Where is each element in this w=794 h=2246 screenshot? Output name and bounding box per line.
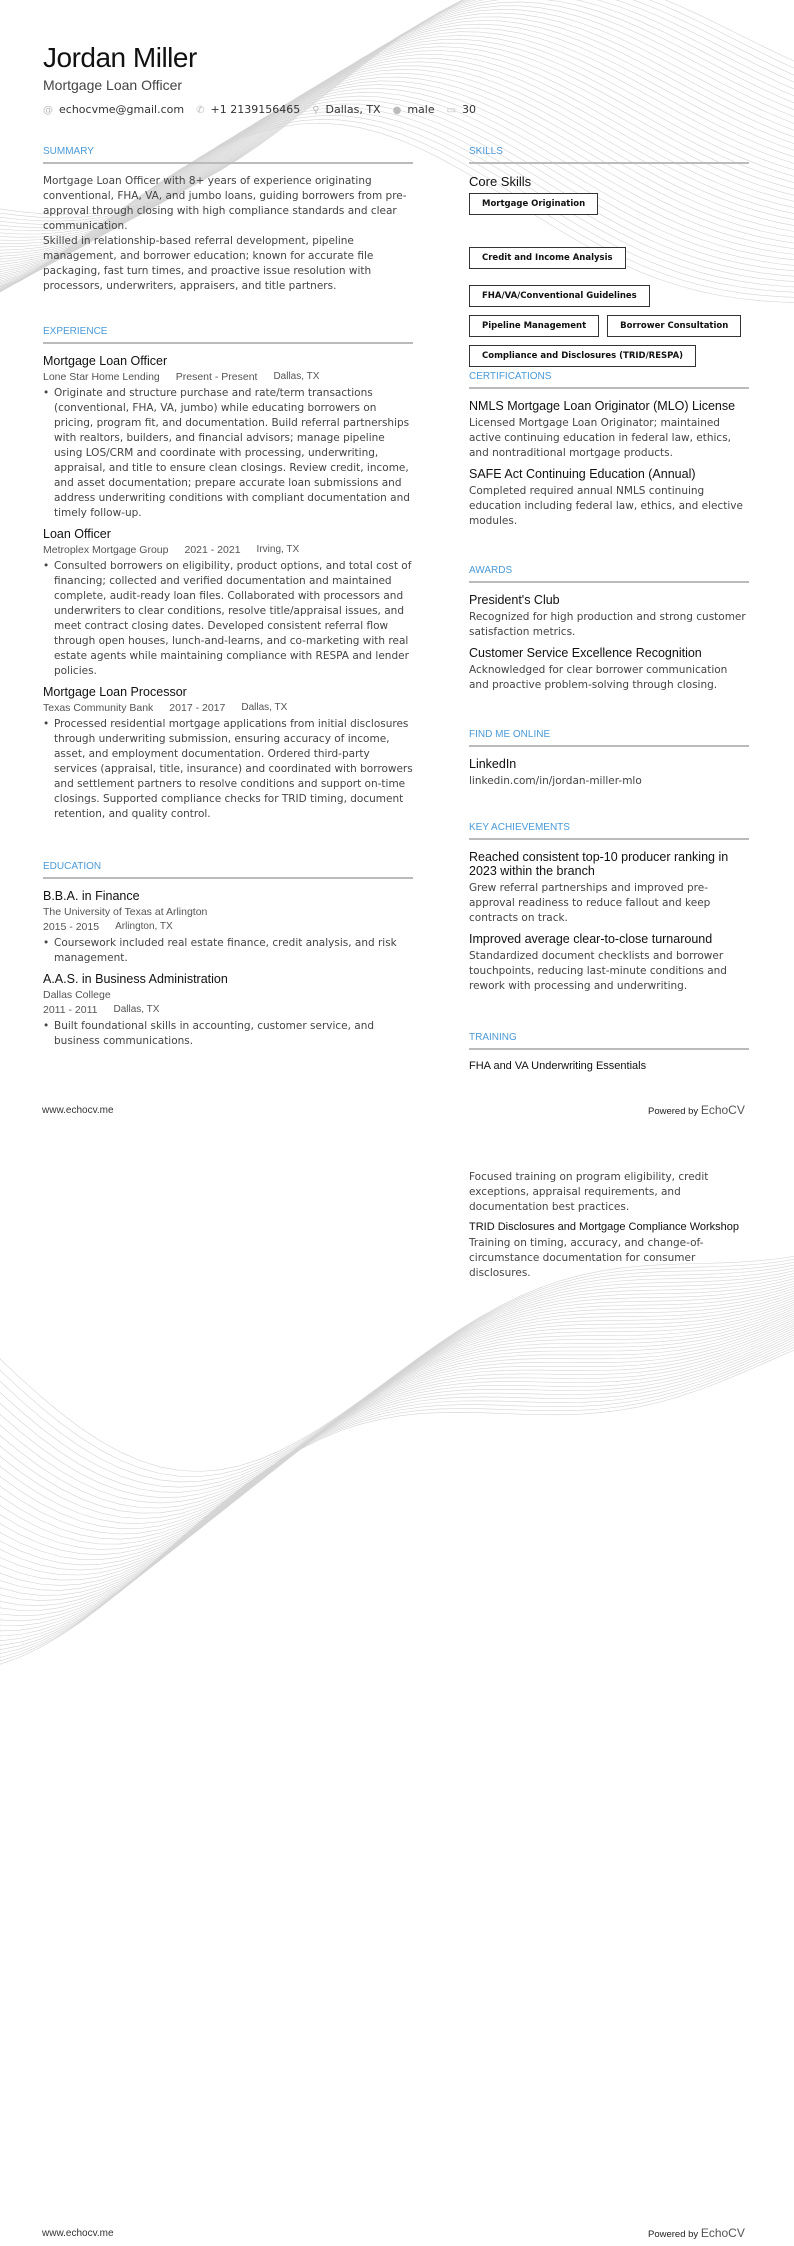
achievements-section bbox=[469, 822, 749, 1000]
wave-line bbox=[0, 1313, 794, 1621]
skill-tag: Credit and Income Analysis bbox=[469, 247, 626, 269]
certification-item-desc: Licensed Mortgage Loan Originator; maintained active continuing education in federal law, ethics, and nontraditional mortgage products. bbox=[469, 417, 732, 459]
certification-item-title: SAFE Act Continuing Education (Annual) bbox=[469, 467, 696, 481]
email-icon: @ bbox=[43, 105, 53, 116]
company-name: Metroplex Mortgage Group bbox=[43, 544, 169, 556]
awards-section bbox=[469, 565, 749, 699]
training-title: FHA and VA Underwriting Essentials bbox=[469, 1060, 647, 1072]
company-name: Lone Star Home Lending bbox=[43, 371, 160, 383]
achievement-item-title: Improved average clear-to-close turnaround bbox=[469, 932, 713, 946]
job-dates: 2021 - 2021 bbox=[184, 544, 241, 556]
brand-logo: EchoCV bbox=[700, 2226, 745, 2240]
award-item bbox=[469, 646, 749, 693]
wave-line bbox=[0, 1291, 794, 1565]
education-meta bbox=[43, 1004, 413, 1016]
school-name: Dallas College bbox=[43, 989, 111, 1001]
wave-line bbox=[0, 1299, 794, 1585]
experience-entry bbox=[43, 354, 413, 521]
job-dates: Present - Present bbox=[175, 371, 258, 383]
education-dates: 2011 - 2011 bbox=[43, 1004, 98, 1016]
training-section bbox=[469, 1032, 749, 1075]
section-heading: KEY ACHIEVEMENTS bbox=[469, 822, 749, 840]
education-entry bbox=[43, 889, 413, 966]
wave-line bbox=[0, 1287, 794, 1554]
wave-line bbox=[0, 1256, 794, 1482]
bullet-item: • Built foundational skills in accounting, customer service, and business communications. bbox=[43, 1019, 413, 1049]
summary-section bbox=[43, 146, 413, 294]
summary-paragraph: Mortgage Loan Officer with 8+ years of experience originating conventional, FHA, VA, and jumbo loans, guiding borrowers from pre-approval through closing with high compliance standards and clear communication. bbox=[43, 175, 407, 232]
skill-tag: FHA/VA/Conventional Guidelines bbox=[469, 285, 650, 307]
location-icon: ⚲ bbox=[312, 105, 320, 116]
contact-age: ▭ 30 bbox=[446, 103, 477, 116]
wave-line bbox=[0, 1254, 794, 1477]
experience-entry bbox=[43, 685, 413, 822]
skill-tag: Mortgage Origination bbox=[469, 193, 598, 215]
award-item-title: Customer Service Excellence Recognition bbox=[469, 646, 702, 660]
section-heading: AWARDS bbox=[469, 565, 749, 583]
school-name: The University of Texas at Arlington bbox=[43, 906, 208, 918]
skill-tag: Pipeline Management bbox=[469, 315, 599, 337]
wave-line bbox=[0, 1301, 794, 1590]
certification-item-list bbox=[469, 399, 749, 529]
job-location: Dallas, TX bbox=[273, 371, 320, 382]
wave-line bbox=[0, 1281, 794, 1539]
achievement-item-title: Reached consistent top-10 producer ranking in 2023 within the branch bbox=[469, 850, 729, 878]
wave-line bbox=[0, 1307, 794, 1606]
summary-paragraph: Skilled in relationship-based referral development, pipeline management, and borrower education; known for accurate file packaging, fast turn times, and proactive issue resolution with processors, underwriters, appraisers, and title partners. bbox=[43, 235, 374, 292]
wave-line bbox=[0, 1303, 794, 1595]
certifications-section bbox=[469, 371, 749, 535]
job-title: Mortgage Loan Processor bbox=[43, 685, 187, 699]
job-meta bbox=[43, 702, 413, 714]
section-heading: SUMMARY bbox=[43, 146, 413, 164]
education-location: Dallas, TX bbox=[113, 1004, 160, 1015]
phone-icon: ✆ bbox=[196, 105, 205, 116]
bullet-list bbox=[43, 936, 413, 966]
calendar-icon: ▭ bbox=[446, 105, 457, 116]
training-continued bbox=[469, 1170, 749, 1281]
job-location: Irving, TX bbox=[256, 544, 300, 555]
bullet-item: • Coursework included real estate finance, credit analysis, and risk management. bbox=[43, 936, 413, 966]
wave-line bbox=[0, 1251, 794, 1471]
bullet-item: • Originate and structure purchase and rate/term transactions (conventional, FHA, VA, jumbo) while educating borrowers on pricing, program fit, and documentation. Build referral partnerships with realtors, builders, and financial advisors; manage pipeline using LOS/CRM and coordinate with processing, underwriting, appraisal, and title to ensure clean closings. Review credit, income, and asset documentation; prepare accurate loan submissions and address underwriting conditions with compliant documentation and timely follow-up. bbox=[43, 386, 413, 521]
award-item-desc: Acknowledged for clear borrower communication and proactive problem-solving through closing. bbox=[469, 664, 728, 691]
footer-powered[interactable]: Powered by EchoCV bbox=[648, 1103, 745, 1117]
certification-item-desc: Completed required annual NMLS continuing education including federal law, ethics, and elective modules. bbox=[469, 485, 743, 527]
achievement-item bbox=[469, 850, 749, 926]
certification-item bbox=[469, 467, 749, 529]
candidate-name: Jordan Miller bbox=[43, 42, 197, 73]
section-heading: TRAINING bbox=[469, 1032, 749, 1050]
wave-line bbox=[0, 1273, 794, 1519]
wave-line bbox=[0, 1285, 794, 1549]
contact-phone[interactable]: ✆ +1 2139156465 bbox=[196, 103, 301, 116]
award-item-title: President's Club bbox=[469, 593, 560, 607]
candidate-title: Mortgage Loan Officer bbox=[43, 77, 183, 93]
person-icon: ● bbox=[392, 105, 402, 116]
section-heading: SKILLS bbox=[469, 146, 749, 164]
wave-line bbox=[0, 1318, 794, 1631]
section-heading: FIND ME ONLINE bbox=[469, 729, 749, 747]
training-desc: Focused training on program eligibility, credit exceptions, appraisal requirements, and documentation best practices. bbox=[469, 1171, 709, 1213]
achievement-item-list bbox=[469, 850, 749, 994]
company-name: Texas Community Bank bbox=[43, 702, 154, 714]
certification-item-title: NMLS Mortgage Loan Originator (MLO) License bbox=[469, 399, 736, 413]
education-entry bbox=[43, 972, 413, 1049]
contact-email[interactable]: @ echocvme@gmail.com bbox=[43, 103, 185, 116]
achievement-item-desc: Standardized document checklists and borrower touchpoints, reducing last-minute conditions and rework with processing and underwriting. bbox=[469, 950, 727, 992]
education-location: Arlington, TX bbox=[115, 921, 173, 932]
wave-line bbox=[0, 1295, 794, 1575]
section-heading: CERTIFICATIONS bbox=[469, 371, 749, 389]
bullet-list bbox=[43, 717, 413, 822]
wave-line bbox=[0, 1275, 794, 1524]
award-item bbox=[469, 593, 749, 640]
brand-logo: EchoCV bbox=[700, 1103, 745, 1117]
experience-entry bbox=[43, 527, 413, 679]
bullet-list bbox=[43, 1019, 413, 1049]
bullet-list bbox=[43, 386, 413, 521]
education-list bbox=[43, 889, 413, 1049]
skills-section bbox=[469, 146, 749, 367]
wave-line bbox=[0, 1311, 794, 1616]
job-meta bbox=[43, 544, 413, 556]
skill-tag: Borrower Consultation bbox=[607, 315, 741, 337]
footer-site-link[interactable]: www.echocv.me bbox=[42, 1105, 114, 1116]
achievement-item bbox=[469, 932, 749, 994]
linkedin-link[interactable]: linkedin.com/in/jordan-miller-mlo bbox=[469, 775, 642, 787]
certification-item bbox=[469, 399, 749, 461]
job-dates: 2017 - 2017 bbox=[169, 702, 226, 714]
wave-line bbox=[0, 1259, 794, 1487]
wave-line bbox=[0, 1305, 794, 1601]
degree: B.B.A. in Finance bbox=[43, 889, 140, 903]
job-title: Mortgage Loan Officer bbox=[43, 354, 168, 368]
education-dates: 2015 - 2015 bbox=[43, 921, 100, 933]
section-heading: EDUCATION bbox=[43, 861, 413, 879]
bullet-item: • Processed residential mortgage applications from initial disclosures through underwriting submission, ensuring accuracy of income, asset, and employment documentation. Ordered third-party services (appraisal, title, insurance) and coordinated with borrowers and settlement partners to resolve conditions and support on-time closings. Supported compliance checks for TRID timing, document retention, and quality control. bbox=[43, 717, 413, 822]
experience-list bbox=[43, 354, 413, 822]
section-heading: EXPERIENCE bbox=[43, 326, 413, 344]
linkedin-label: LinkedIn bbox=[469, 757, 517, 771]
online-section bbox=[469, 729, 749, 789]
job-title: Loan Officer bbox=[43, 527, 111, 541]
wave-line bbox=[0, 1297, 794, 1580]
contact-location: ⚲ Dallas, TX bbox=[312, 103, 381, 116]
bullet-list bbox=[43, 559, 413, 679]
wave-line bbox=[0, 1320, 794, 1636]
contact-gender: ● male bbox=[392, 103, 435, 116]
education-meta bbox=[43, 921, 413, 933]
award-item-desc: Recognized for high production and strong customer satisfaction metrics. bbox=[469, 611, 746, 638]
footer-powered[interactable]: Powered by EchoCV bbox=[648, 2226, 745, 2240]
training-desc: Training on timing, accuracy, and change-of-circumstance documentation for consumer disclosures. bbox=[469, 1237, 704, 1279]
experience-section bbox=[43, 326, 413, 828]
wave-line bbox=[0, 1279, 794, 1534]
education-section bbox=[43, 861, 413, 1055]
bullet-item: • Consulted borrowers on eligibility, product options, and total cost of financing; collected and verified documentation and maintained complete, audit-ready loan files. Collaborated with processors and underwriters to clear conditions, resolve title/appraisal issues, and meet contract closing dates. Developed consistent referral flow through open houses, lunch-and-learns, and co-marketing with real estate agents while maintaining compliance with RESPA and lender policies. bbox=[43, 559, 413, 679]
job-meta bbox=[43, 371, 413, 383]
job-location: Dallas, TX bbox=[241, 702, 288, 713]
skill-tags bbox=[469, 193, 749, 367]
training-title: TRID Disclosures and Mortgage Compliance Workshop bbox=[469, 1221, 740, 1233]
degree: A.A.S. in Business Administration bbox=[43, 972, 228, 986]
contact-row bbox=[43, 103, 476, 116]
award-item-list bbox=[469, 593, 749, 693]
footer-site-link[interactable]: www.echocv.me bbox=[42, 2228, 114, 2239]
skills-group-title: Core Skills bbox=[469, 174, 532, 189]
achievement-item-desc: Grew referral partnerships and improved pre-approval readiness to reduce fallout and keep contracts on track. bbox=[469, 882, 711, 924]
skill-tag: Compliance and Disclosures (TRID/RESPA) bbox=[469, 345, 696, 367]
